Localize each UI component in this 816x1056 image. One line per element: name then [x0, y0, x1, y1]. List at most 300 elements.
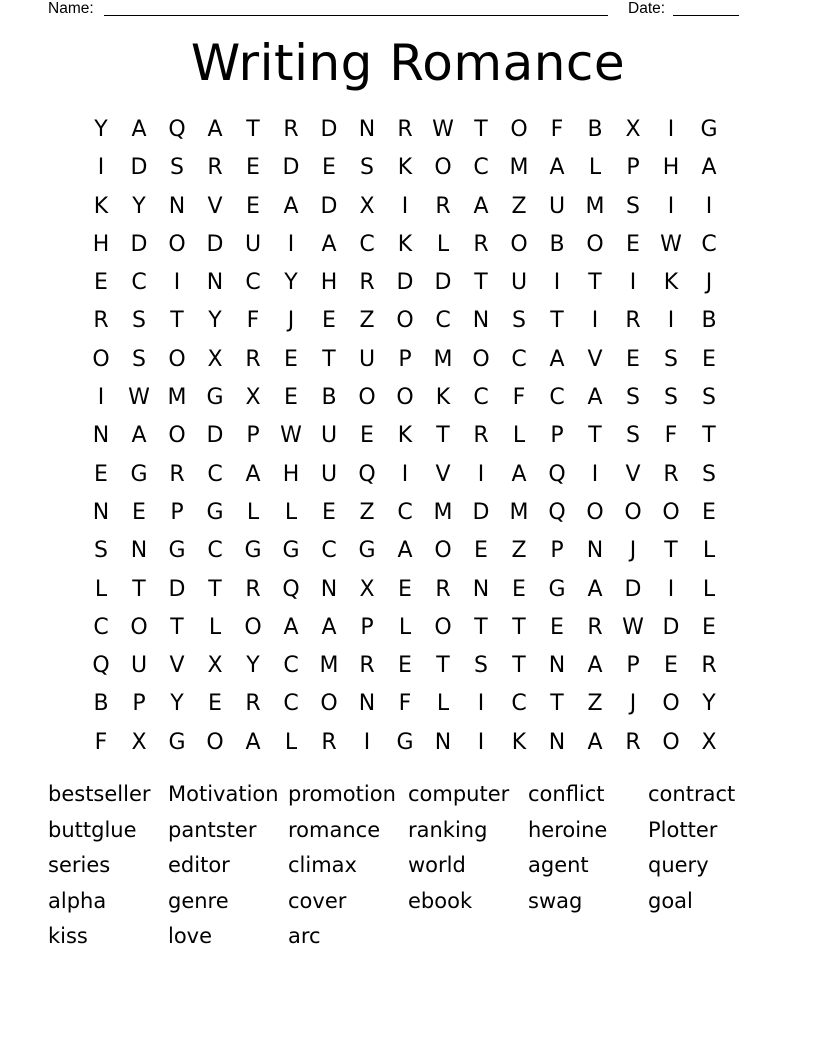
- grid-cell: C: [321, 538, 337, 564]
- grid-cell: L: [284, 729, 298, 755]
- grid-cell: T: [246, 117, 260, 142]
- word-list-item: ranking: [408, 817, 488, 842]
- grid-cell: I: [705, 193, 713, 219]
- grid-cell: R: [663, 461, 679, 487]
- grid-cell: R: [283, 117, 299, 142]
- grid-cell: I: [401, 193, 409, 219]
- grid-cell: A: [131, 423, 147, 449]
- grid-cell: F: [550, 117, 564, 142]
- grid-cell: A: [549, 346, 565, 372]
- grid-cell: D: [206, 231, 224, 257]
- grid-cell: E: [664, 653, 678, 679]
- grid-cell: H: [282, 461, 300, 487]
- word-list-item: arc: [288, 924, 321, 948]
- grid-cell: N: [320, 576, 338, 602]
- grid-cell: Z: [359, 499, 375, 525]
- grid-cell: P: [626, 653, 640, 679]
- grid-cell: F: [398, 691, 412, 717]
- grid-cell: M: [433, 499, 453, 525]
- grid-cell: O: [434, 155, 452, 181]
- grid-cell: R: [435, 576, 451, 602]
- grid-cell: O: [434, 538, 452, 564]
- grid-cell: C: [207, 538, 223, 564]
- grid-cell: V: [169, 653, 185, 679]
- grid-cell: T: [132, 576, 146, 602]
- grid-cell: C: [283, 691, 299, 717]
- grid-cell: B: [321, 385, 337, 411]
- grid-cell: C: [131, 270, 147, 296]
- grid-cell: P: [132, 691, 146, 717]
- header-line: [48, 0, 748, 20]
- grid-cell: A: [549, 155, 565, 181]
- grid-cell: Y: [702, 691, 716, 717]
- word-list-item: query: [648, 853, 709, 877]
- grid-cell: G: [168, 538, 186, 564]
- grid-cell: U: [510, 270, 528, 296]
- grid-cell: P: [626, 155, 640, 181]
- grid-cell: A: [587, 385, 603, 411]
- grid-cell: Q: [548, 499, 566, 525]
- grid-cell: S: [664, 346, 678, 372]
- grid-cell: C: [435, 308, 451, 334]
- grid-cell: K: [663, 270, 679, 296]
- grid-cell: G: [700, 117, 718, 142]
- word-list-item: alpha: [48, 888, 107, 913]
- grid-cell: C: [473, 155, 489, 181]
- grid-cell: E: [398, 653, 412, 679]
- grid-cell: I: [363, 729, 371, 755]
- grid-cell: V: [435, 461, 451, 487]
- letter-grid: [82, 111, 730, 762]
- grid-cell: Z: [359, 308, 375, 334]
- grid-cell: J: [287, 308, 295, 334]
- grid-cell: S: [170, 155, 184, 181]
- grid-cell: S: [94, 538, 108, 564]
- grid-cell: E: [94, 461, 108, 487]
- grid-cell: I: [97, 155, 105, 181]
- grid-cell: C: [701, 231, 717, 257]
- grid-cell: I: [477, 691, 485, 717]
- grid-cell: S: [626, 385, 640, 411]
- grid-cell: C: [397, 499, 413, 525]
- grid-cell: L: [702, 538, 716, 564]
- grid-cell: D: [130, 231, 148, 257]
- grid-cell: L: [702, 576, 716, 602]
- grid-cell: Y: [94, 117, 108, 142]
- grid-cell: E: [94, 270, 108, 296]
- date-label: Date:: [628, 0, 666, 17]
- grid-cell: R: [473, 231, 489, 257]
- grid-cell: S: [512, 308, 526, 334]
- grid-cell: E: [398, 576, 412, 602]
- grid-cell: O: [472, 346, 490, 372]
- grid-cell: N: [92, 499, 110, 525]
- grid-cell: M: [319, 653, 339, 679]
- word-list-item: computer: [408, 782, 510, 806]
- grid-cell: Q: [282, 576, 300, 602]
- grid-cell: G: [396, 729, 414, 755]
- grid-cell: I: [591, 461, 599, 487]
- grid-cell: G: [206, 499, 224, 525]
- grid-cell: A: [587, 576, 603, 602]
- grid-cell: R: [321, 729, 337, 755]
- grid-cell: Y: [284, 270, 298, 296]
- grid-cell: E: [702, 346, 716, 372]
- grid-cell: E: [284, 346, 298, 372]
- grid-cell: O: [206, 729, 224, 755]
- grid-cell: T: [512, 614, 526, 640]
- grid-cell: C: [359, 231, 375, 257]
- grid-cell: M: [585, 193, 605, 219]
- grid-cell: D: [662, 614, 680, 640]
- grid-cell: A: [587, 653, 603, 679]
- grid-cell: A: [473, 193, 489, 219]
- grid-cell: I: [477, 729, 485, 755]
- grid-cell: E: [702, 499, 716, 525]
- page-title: Writing Romance: [190, 34, 626, 92]
- grid-cell: B: [549, 231, 565, 257]
- grid-cell: D: [434, 270, 452, 296]
- grid-cell: M: [167, 385, 187, 411]
- grid-cell: D: [396, 270, 414, 296]
- grid-cell: T: [702, 423, 716, 449]
- grid-cell: A: [245, 729, 261, 755]
- grid-cell: A: [587, 729, 603, 755]
- grid-cell: I: [173, 270, 181, 296]
- word-list-item: conflict: [528, 782, 605, 806]
- grid-cell: M: [433, 346, 453, 372]
- grid-cell: K: [435, 385, 451, 411]
- grid-cell: Q: [168, 117, 186, 142]
- grid-cell: R: [93, 308, 109, 334]
- grid-cell: J: [629, 691, 637, 717]
- grid-cell: C: [549, 385, 565, 411]
- grid-cell: L: [94, 576, 108, 602]
- grid-cell: E: [550, 614, 564, 640]
- grid-cell: T: [474, 117, 488, 142]
- grid-cell: W: [432, 117, 454, 142]
- grid-cell: U: [244, 231, 262, 257]
- grid-cell: I: [667, 308, 675, 334]
- grid-cell: T: [436, 423, 450, 449]
- grid-cell: O: [168, 423, 186, 449]
- grid-cell: O: [510, 117, 528, 142]
- grid-cell: O: [168, 231, 186, 257]
- grid-cell: D: [130, 155, 148, 181]
- grid-cell: E: [360, 423, 374, 449]
- grid-cell: T: [322, 346, 336, 372]
- grid-cell: N: [92, 423, 110, 449]
- word-list-item: editor: [168, 853, 230, 877]
- grid-cell: C: [93, 614, 109, 640]
- grid-cell: O: [244, 614, 262, 640]
- grid-cell: X: [625, 117, 641, 142]
- grid-cell: T: [436, 653, 450, 679]
- grid-cell: T: [170, 614, 184, 640]
- grid-cell: O: [624, 499, 642, 525]
- word-list-item: buttglue: [48, 817, 137, 842]
- grid-cell: C: [207, 461, 223, 487]
- grid-cell: L: [208, 614, 222, 640]
- word-list-item: Plotter: [648, 817, 718, 842]
- word-list-item: contract: [648, 782, 736, 806]
- grid-cell: H: [320, 270, 338, 296]
- grid-cell: X: [359, 193, 375, 219]
- grid-cell: T: [512, 653, 526, 679]
- grid-cell: R: [169, 461, 185, 487]
- grid-cell: P: [246, 423, 260, 449]
- grid-cell: E: [626, 231, 640, 257]
- grid-cell: D: [206, 423, 224, 449]
- grid-cell: R: [397, 117, 413, 142]
- grid-cell: A: [283, 614, 299, 640]
- grid-cell: R: [245, 576, 261, 602]
- grid-cell: L: [512, 423, 526, 449]
- grid-cell: F: [246, 308, 260, 334]
- grid-cell: E: [208, 691, 222, 717]
- grid-cell: C: [511, 691, 527, 717]
- grid-cell: Z: [511, 538, 527, 564]
- grid-cell: G: [548, 576, 566, 602]
- grid-cell: W: [128, 385, 150, 411]
- grid-cell: G: [358, 538, 376, 564]
- grid-cell: A: [701, 155, 717, 181]
- grid-cell: T: [474, 614, 488, 640]
- grid-cell: A: [397, 538, 413, 564]
- grid-cell: O: [586, 499, 604, 525]
- grid-cell: E: [626, 346, 640, 372]
- grid-cell: G: [168, 729, 186, 755]
- grid-cell: N: [548, 729, 566, 755]
- grid-cell: L: [398, 614, 412, 640]
- word-list-item: cover: [288, 888, 347, 913]
- grid-cell: I: [553, 270, 561, 296]
- word-list: [48, 777, 788, 955]
- grid-cell: N: [358, 691, 376, 717]
- grid-cell: O: [320, 691, 338, 717]
- word-list-item: ebook: [408, 888, 473, 913]
- name-label: Name:: [48, 0, 94, 17]
- word-list-item: bestseller: [48, 782, 151, 806]
- grid-cell: C: [283, 653, 299, 679]
- grid-cell: D: [624, 576, 642, 602]
- grid-cell: L: [436, 231, 450, 257]
- grid-cell: S: [626, 423, 640, 449]
- grid-cell: O: [510, 231, 528, 257]
- grid-cell: D: [320, 117, 338, 142]
- grid-cell: D: [320, 193, 338, 219]
- grid-cell: E: [246, 193, 260, 219]
- grid-cell: Z: [587, 691, 603, 717]
- grid-cell: U: [358, 346, 376, 372]
- grid-cell: B: [701, 308, 717, 334]
- grid-cell: R: [245, 691, 261, 717]
- grid-cell: R: [245, 346, 261, 372]
- grid-cell: E: [702, 614, 716, 640]
- grid-cell: Y: [170, 691, 184, 717]
- word-list-item: love: [168, 924, 213, 948]
- word-list-item: genre: [168, 888, 229, 913]
- grid-cell: U: [320, 423, 338, 449]
- grid-cell: K: [397, 231, 413, 257]
- word-list-item: world: [408, 853, 466, 877]
- grid-cell: Q: [358, 461, 376, 487]
- grid-cell: N: [130, 538, 148, 564]
- grid-cell: O: [396, 308, 414, 334]
- grid-cell: U: [130, 653, 148, 679]
- grid-cell: W: [622, 614, 644, 640]
- grid-cell: H: [92, 231, 110, 257]
- grid-cell: X: [359, 576, 375, 602]
- grid-cell: E: [132, 499, 146, 525]
- grid-cell: V: [587, 346, 603, 372]
- grid-cell: L: [246, 499, 260, 525]
- word-list-item: climax: [288, 853, 357, 877]
- grid-cell: L: [284, 499, 298, 525]
- word-list-item: heroine: [528, 817, 608, 842]
- word-list-item: series: [48, 853, 111, 877]
- grid-cell: U: [320, 461, 338, 487]
- grid-cell: P: [398, 346, 412, 372]
- grid-cell: R: [625, 308, 641, 334]
- grid-cell: A: [511, 461, 527, 487]
- grid-cell: F: [664, 423, 678, 449]
- grid-cell: X: [245, 385, 261, 411]
- grid-cell: W: [280, 423, 302, 449]
- grid-cell: O: [662, 691, 680, 717]
- grid-cell: T: [664, 538, 678, 564]
- word-list-item: romance: [288, 817, 381, 842]
- grid-cell: Y: [208, 308, 222, 334]
- grid-cell: N: [358, 117, 376, 142]
- grid-cell: C: [511, 346, 527, 372]
- grid-cell: T: [588, 270, 602, 296]
- grid-cell: I: [591, 308, 599, 334]
- grid-cell: O: [662, 729, 680, 755]
- grid-cell: I: [401, 461, 409, 487]
- grid-cell: D: [168, 576, 186, 602]
- grid-cell: O: [586, 231, 604, 257]
- word-list-item: swag: [528, 888, 583, 913]
- grid-cell: B: [93, 691, 109, 717]
- grid-cell: S: [702, 385, 716, 411]
- grid-cell: T: [208, 576, 222, 602]
- grid-cell: O: [358, 385, 376, 411]
- grid-cell: I: [667, 117, 675, 142]
- grid-cell: I: [477, 461, 485, 487]
- grid-cell: R: [587, 614, 603, 640]
- grid-cell: V: [207, 193, 223, 219]
- grid-cell: G: [206, 385, 224, 411]
- grid-cell: N: [206, 270, 224, 296]
- grid-cell: U: [548, 193, 566, 219]
- grid-cell: K: [93, 193, 109, 219]
- grid-cell: P: [550, 423, 564, 449]
- name-blank-line: [104, 15, 608, 16]
- grid-cell: S: [360, 155, 374, 181]
- grid-cell: E: [322, 308, 336, 334]
- grid-cell: R: [701, 653, 717, 679]
- grid-cell: A: [207, 117, 223, 142]
- grid-cell: V: [625, 461, 641, 487]
- grid-cell: R: [435, 193, 451, 219]
- grid-cell: A: [321, 231, 337, 257]
- grid-cell: E: [322, 155, 336, 181]
- grid-cell: I: [629, 270, 637, 296]
- grid-cell: F: [94, 729, 108, 755]
- grid-cell: L: [588, 155, 602, 181]
- grid-cell: I: [667, 193, 675, 219]
- grid-cell: D: [282, 155, 300, 181]
- grid-cell: P: [550, 538, 564, 564]
- grid-cell: S: [474, 653, 488, 679]
- grid-cell: B: [587, 117, 603, 142]
- grid-cell: N: [472, 576, 490, 602]
- grid-cell: C: [473, 385, 489, 411]
- grid-cell: M: [509, 499, 529, 525]
- grid-cell: C: [245, 270, 261, 296]
- grid-cell: D: [472, 499, 490, 525]
- grid-cell: O: [92, 346, 110, 372]
- word-list-item: Motivation: [168, 782, 279, 806]
- grid-cell: O: [662, 499, 680, 525]
- grid-cell: Q: [548, 461, 566, 487]
- grid-cell: O: [396, 385, 414, 411]
- grid-cell: T: [474, 270, 488, 296]
- grid-cell: X: [207, 346, 223, 372]
- grid-cell: O: [130, 614, 148, 640]
- word-list-item: kiss: [48, 924, 88, 948]
- word-list-item: pantster: [168, 817, 257, 842]
- grid-cell: E: [322, 499, 336, 525]
- grid-cell: J: [705, 270, 713, 296]
- grid-cell: S: [132, 308, 146, 334]
- grid-cell: N: [586, 538, 604, 564]
- grid-cell: O: [434, 614, 452, 640]
- grid-cell: E: [284, 385, 298, 411]
- grid-cell: N: [472, 308, 490, 334]
- grid-cell: R: [473, 423, 489, 449]
- grid-cell: I: [97, 385, 105, 411]
- grid-cell: I: [667, 576, 675, 602]
- grid-cell: Y: [246, 653, 260, 679]
- grid-cell: G: [282, 538, 300, 564]
- grid-cell: A: [245, 461, 261, 487]
- grid-cell: N: [434, 729, 452, 755]
- grid-cell: K: [397, 423, 413, 449]
- grid-cell: X: [131, 729, 147, 755]
- grid-cell: T: [550, 308, 564, 334]
- grid-cell: W: [660, 231, 682, 257]
- grid-cell: N: [168, 193, 186, 219]
- grid-cell: P: [360, 614, 374, 640]
- grid-cell: T: [550, 691, 564, 717]
- grid-cell: M: [509, 155, 529, 181]
- grid-cell: R: [359, 270, 375, 296]
- word-list-item: goal: [648, 888, 693, 913]
- grid-cell: X: [701, 729, 717, 755]
- grid-cell: Q: [92, 653, 110, 679]
- grid-cell: S: [664, 385, 678, 411]
- grid-cell: I: [287, 231, 295, 257]
- grid-cell: F: [512, 385, 526, 411]
- grid-cell: G: [244, 538, 262, 564]
- grid-cell: S: [626, 193, 640, 219]
- grid-cell: Y: [132, 193, 146, 219]
- grid-cell: R: [207, 155, 223, 181]
- grid-cell: P: [170, 499, 184, 525]
- word-list-item: agent: [528, 853, 589, 877]
